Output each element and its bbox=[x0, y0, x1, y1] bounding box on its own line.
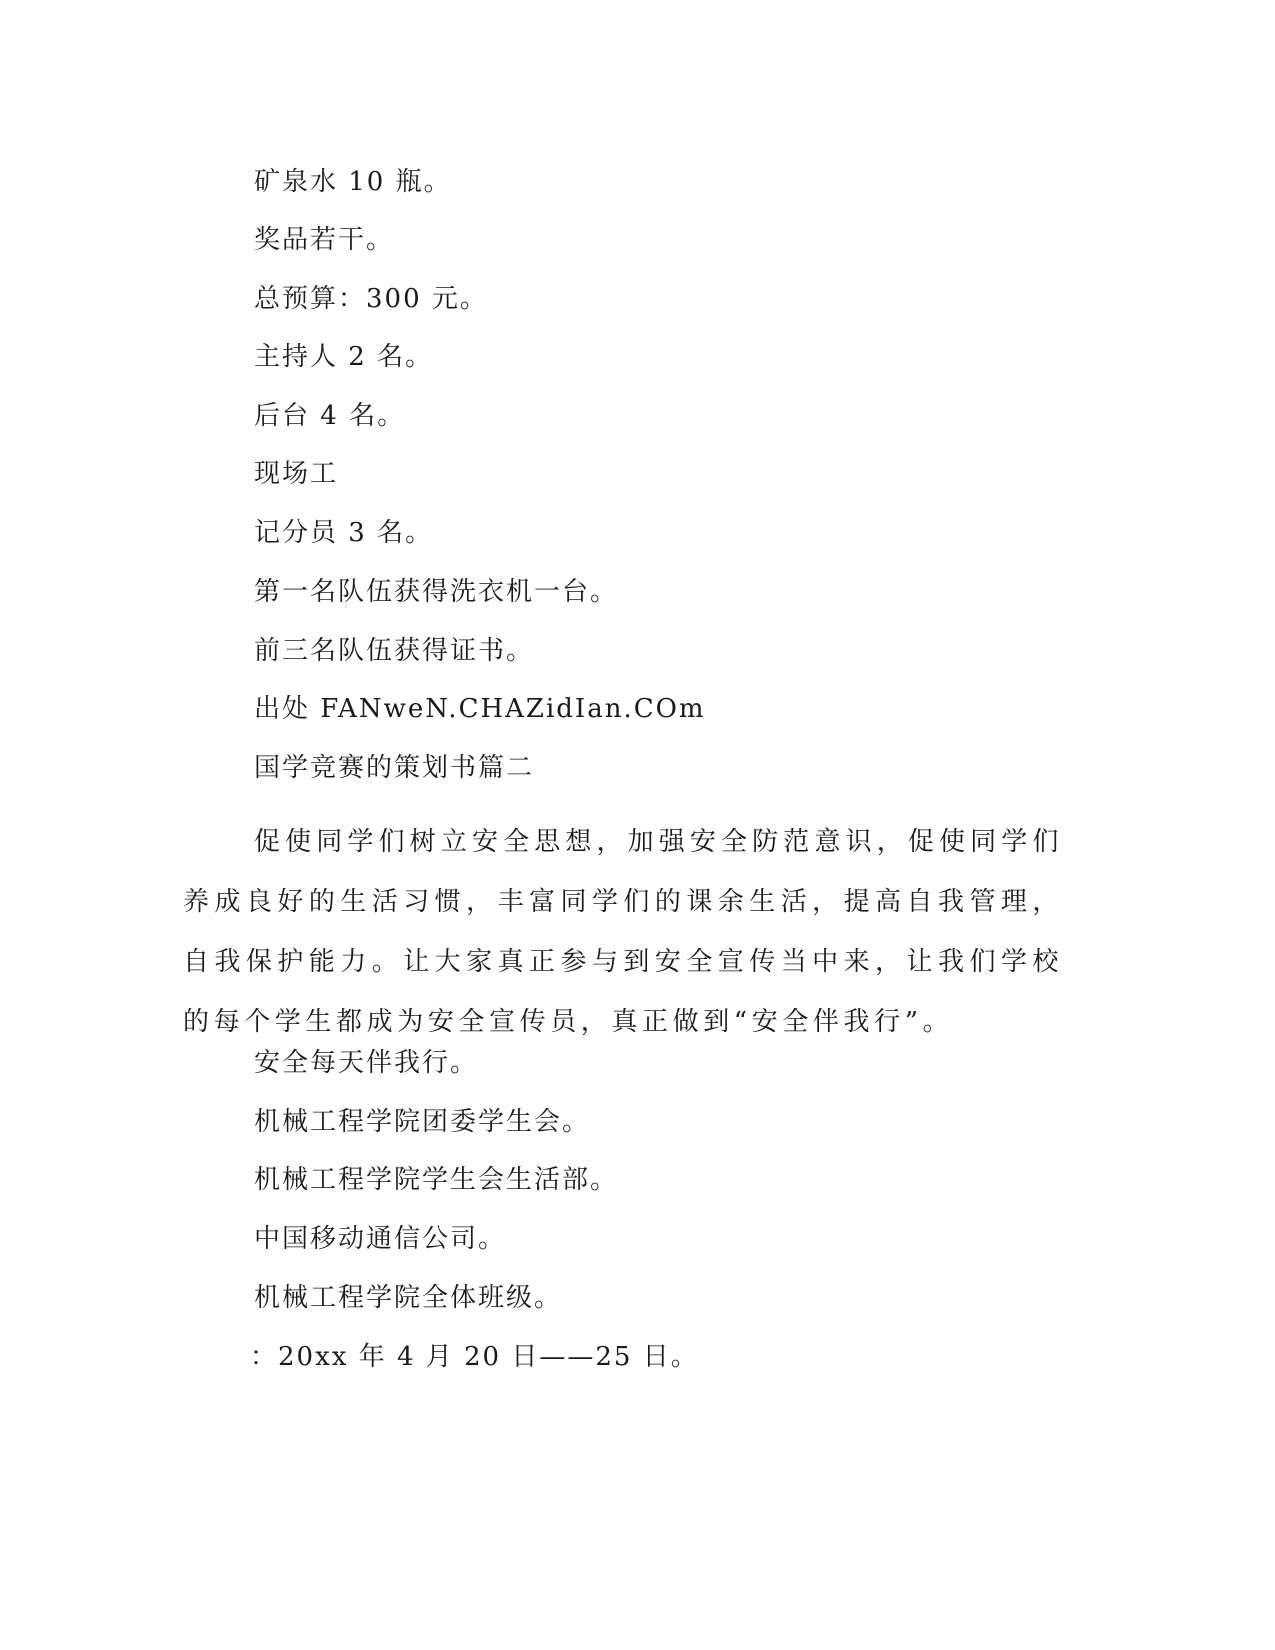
line-slogan: 安全每天伴我行。 bbox=[254, 1048, 479, 1078]
line-mineral-water: 矿泉水 10 瓶。 bbox=[254, 167, 452, 197]
line-executor: 机械工程学院学生会生活部。 bbox=[254, 1165, 619, 1195]
line-participants: 机械工程学院全体班级。 bbox=[254, 1283, 563, 1313]
line-prizes: 奖品若干。 bbox=[254, 225, 395, 255]
line-scorekeepers: 记分员 3 名。 bbox=[254, 518, 434, 548]
line-organizer: 机械工程学院团委学生会。 bbox=[254, 1107, 591, 1137]
line-date: ：20xx 年 4 月 20 日——25 日。 bbox=[250, 1342, 699, 1372]
section-heading: 国学竞赛的策划书篇二 bbox=[254, 753, 535, 783]
line-top-three: 前三名队伍获得证书。 bbox=[254, 636, 535, 666]
line-hosts: 主持人 2 名。 bbox=[254, 342, 434, 372]
line-onsite-staff: 现场工 bbox=[254, 459, 339, 489]
line-backstage: 后台 4 名。 bbox=[254, 401, 406, 431]
line-sponsor: 中国移动通信公司。 bbox=[254, 1224, 507, 1254]
line-source: 出处 FANweN.CHAZidIan.COm bbox=[254, 694, 706, 724]
line-first-prize: 第一名队伍获得洗衣机一台。 bbox=[254, 577, 619, 607]
line-total-budget: 总预算：300 元。 bbox=[254, 284, 488, 314]
body-paragraph: 促使同学们树立安全思想，加强安全防范意识，促使同学们养成良好的生活习惯，丰富同学们的课余生活，提高自我管理，自我保护能力。让大家真正参与到安全宣传当中来，让我们学校的每个学生都成为安全宣传员，真正做到“安全伴我行”。 bbox=[183, 827, 1063, 1037]
